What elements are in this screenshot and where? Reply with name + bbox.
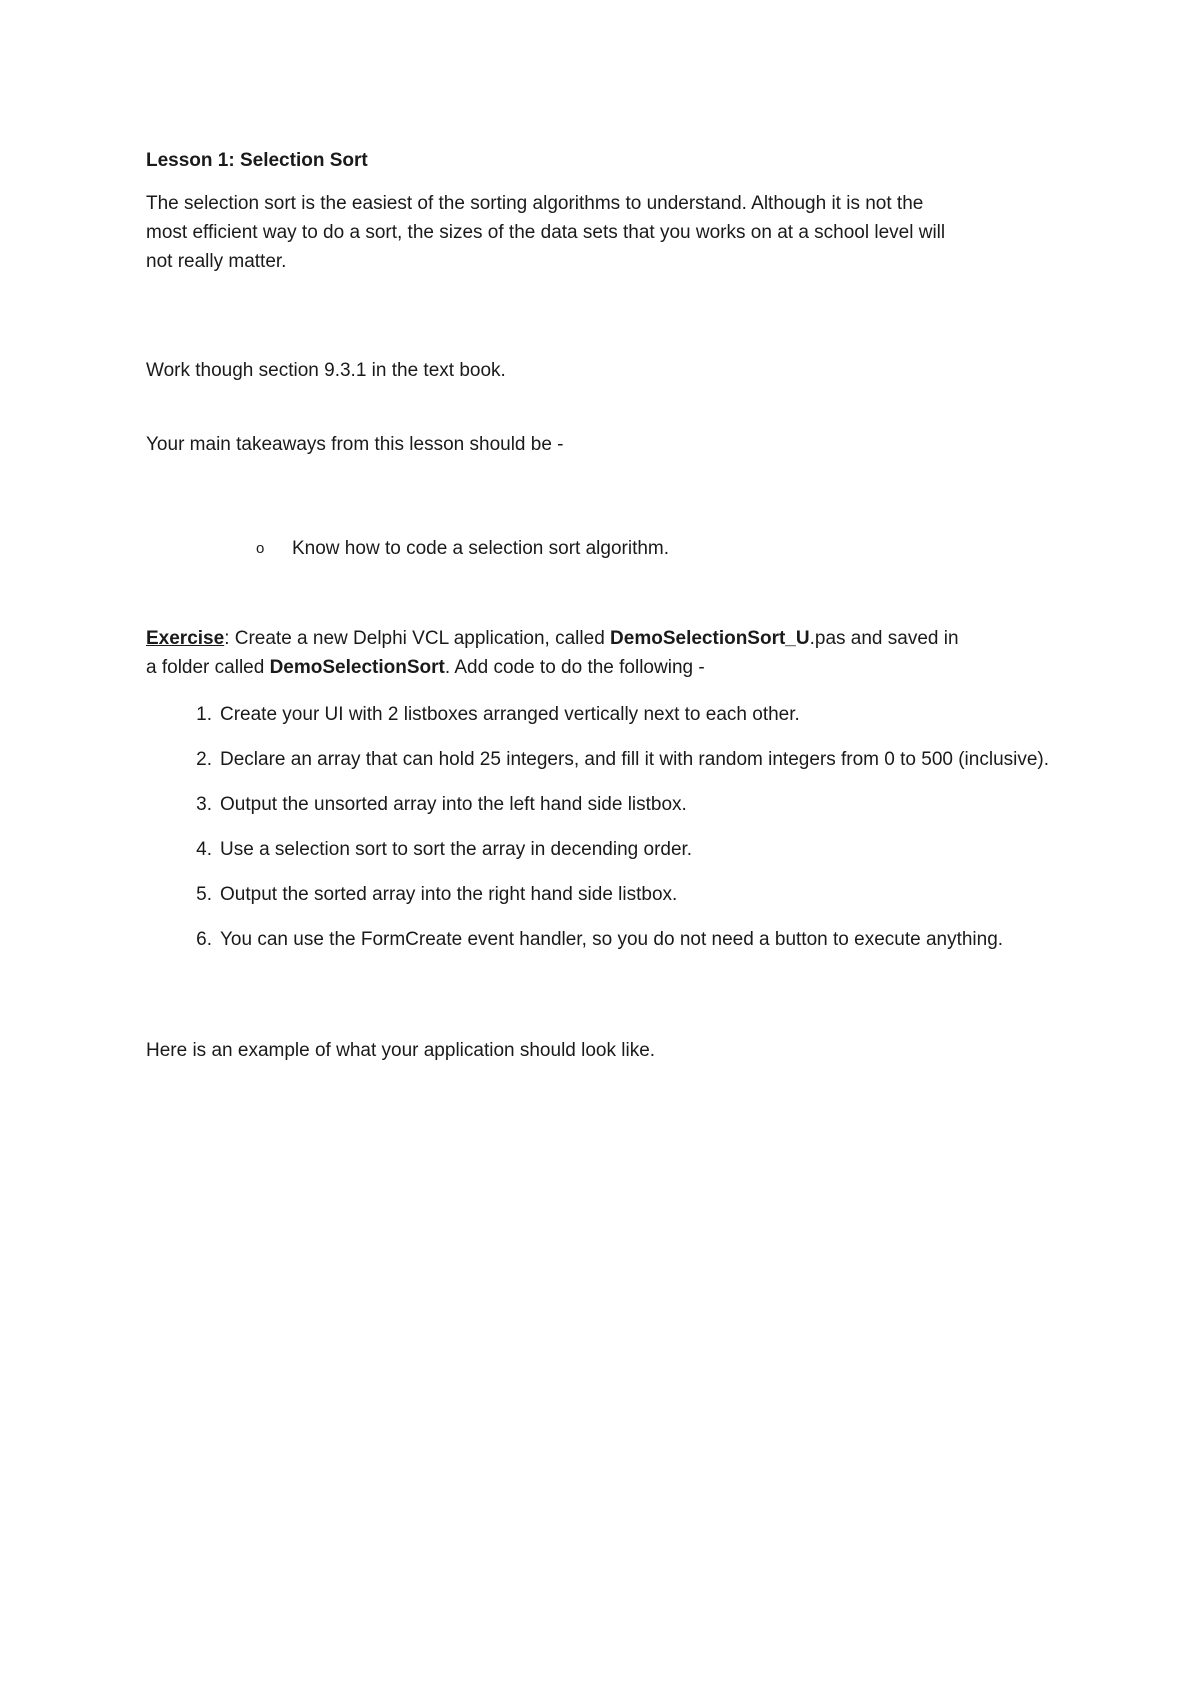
bullet-icon: o	[256, 540, 265, 557]
work-through-text: Work though section 9.3.1 in the text book.	[146, 360, 506, 381]
exercise-line-1	[146, 624, 959, 653]
step-number: 3.	[196, 794, 212, 815]
intro-line: The selection sort is the easiest of the sorting algorithms to understand. Although it is not the	[146, 193, 924, 214]
exercise-colon: :	[224, 628, 230, 649]
exercise-text: a folder called	[146, 657, 270, 678]
exercise-label: Exercise	[146, 628, 225, 649]
exercise-paragraph	[146, 624, 959, 682]
list-item	[146, 790, 1066, 819]
step-text: Use a selection sort to sort the array in decending order.	[220, 839, 693, 860]
step-text: Create your UI with 2 listboxes arranged vertically next to each other.	[220, 704, 800, 725]
lesson-title: Lesson 1: Selection Sort	[146, 150, 368, 171]
exercise-text: Create a new Delphi VCL application, called	[229, 628, 611, 649]
list-item	[146, 745, 1066, 774]
intro-paragraph	[146, 189, 945, 276]
closing-text: Here is an example of what your application should look like.	[146, 1040, 656, 1061]
exercise-steps-list	[146, 700, 1066, 970]
list-item	[146, 700, 1066, 729]
intro-line: most efficient way to do a sort, the sizes of the data sets that you works on at a school level will	[146, 222, 946, 243]
list-item	[146, 925, 1066, 954]
takeaway-text: Know how to code a selection sort algorithm.	[292, 538, 670, 559]
step-number: 2.	[196, 749, 212, 770]
intro-line: not really matter.	[146, 251, 287, 272]
step-number: 4.	[196, 839, 212, 860]
step-text: You can use the FormCreate event handler, so you do not need a button to execute anything.	[220, 929, 1004, 950]
step-number: 1.	[196, 704, 212, 725]
unit-name: DemoSelectionSort_U	[610, 628, 810, 649]
step-number: 5.	[196, 884, 212, 905]
list-item	[146, 880, 1066, 909]
exercise-line-2	[146, 653, 959, 682]
step-number: 6.	[196, 929, 212, 950]
exercise-text: . Add code to do the following -	[444, 657, 705, 678]
list-item	[146, 835, 1066, 864]
step-text: Output the sorted array into the right hand side listbox.	[220, 884, 678, 905]
exercise-text: .pas and saved in	[809, 628, 959, 649]
step-text: Declare an array that can hold 25 integers, and fill it with random integers from 0 to 500 (inclusive).	[220, 749, 1050, 770]
takeaways-heading: Your main takeaways from this lesson should be -	[146, 434, 564, 455]
folder-name: DemoSelectionSort	[269, 657, 445, 678]
step-text: Output the unsorted array into the left hand side listbox.	[220, 794, 687, 815]
